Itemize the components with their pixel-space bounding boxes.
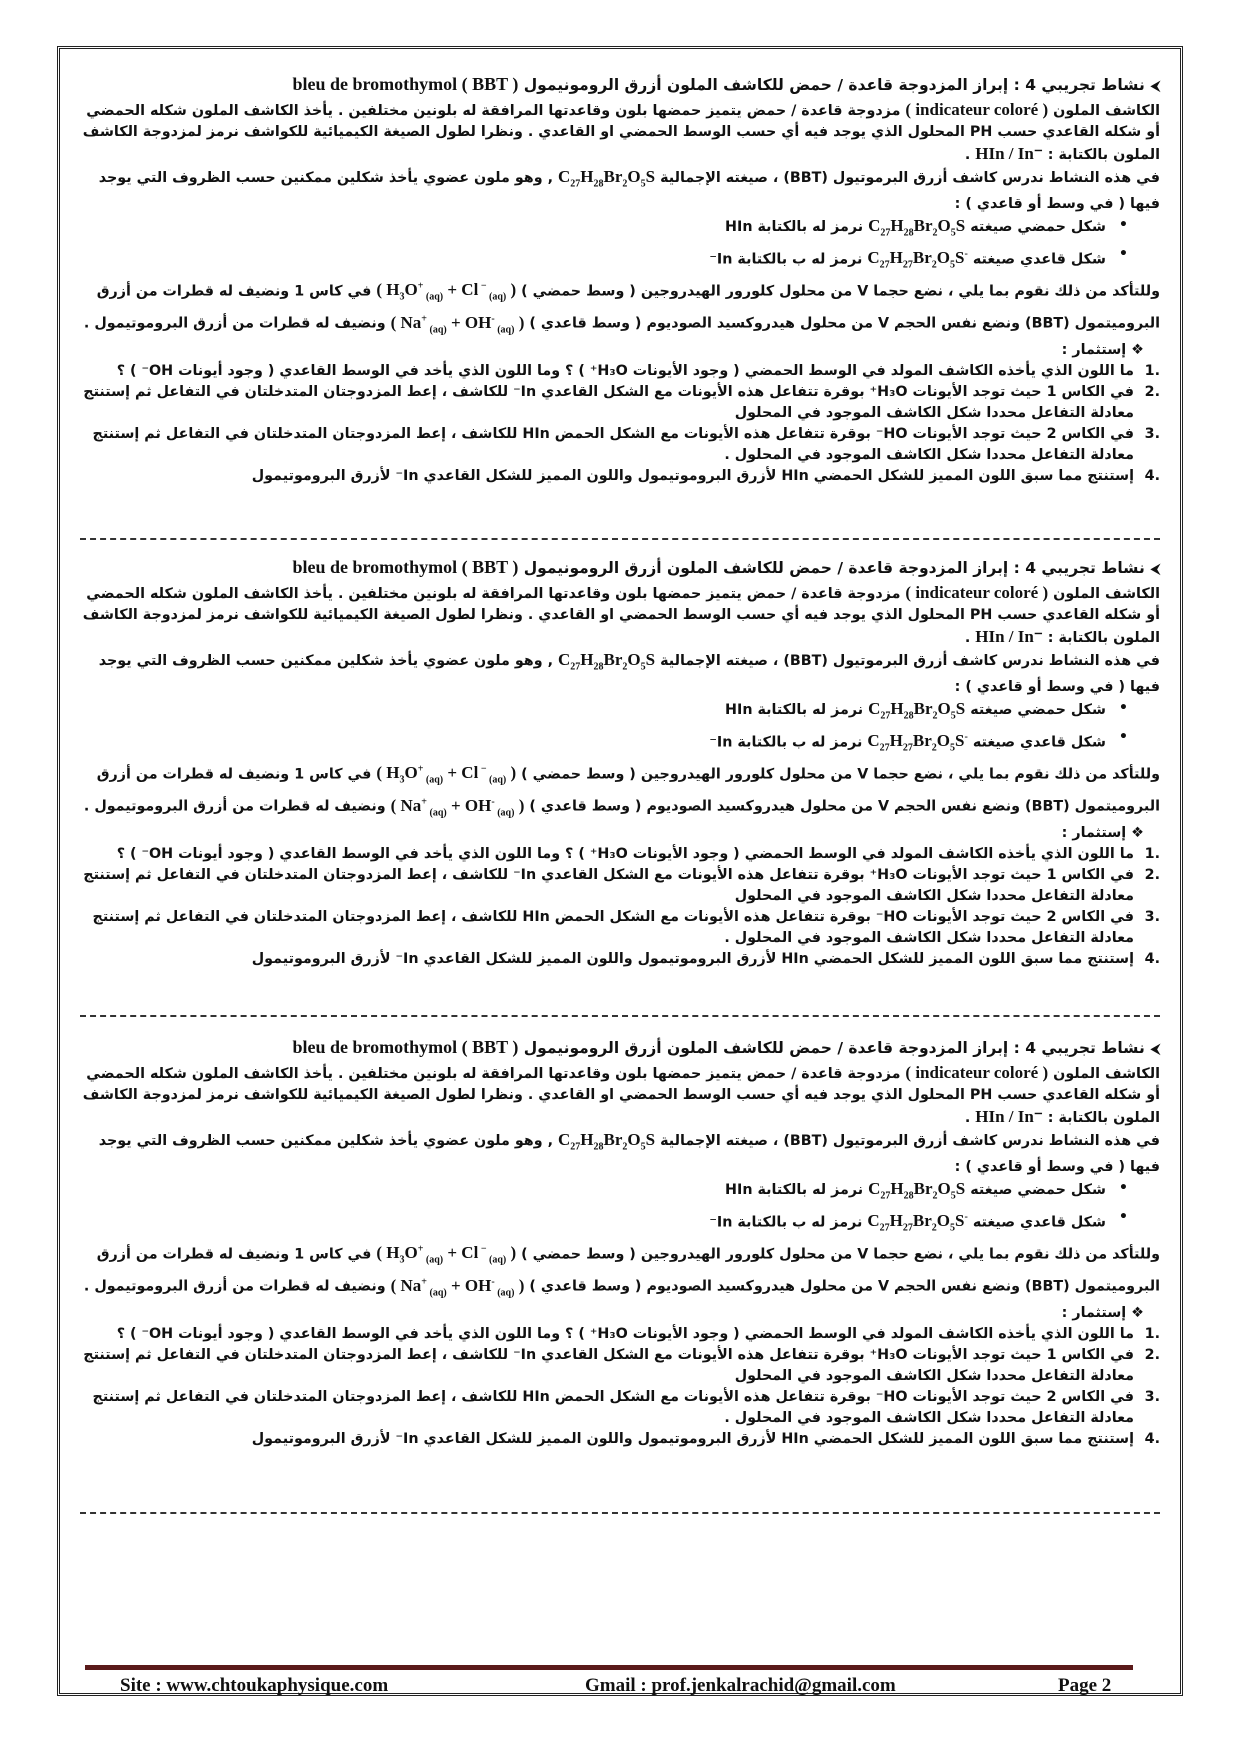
experiment-paragraph: وللتأكد من ذلك نقوم بما يلي ، نضع حجما V من محلول كلورور الهيدروجين ( وسط حمضي ) ( $H_3O^+$ $_{(aq)}$ + Cl − $_{(aq)}$ ) في كاس 1 ونضيف له قطرات من أزرق البروميتمول (BBT) ونضع نفس الحجم V من محلول هيدروكسيد الصوديوم ( وسط قاعدي ) ( Na+ $_{(aq)}$ + OH- $_{(aq)}$ ) ونضيف له قطرات من أزرق البروموتيمول . [83, 280, 1160, 335]
dashed-separator [80, 538, 1160, 540]
dashed-separator [80, 1015, 1160, 1017]
intro-paragraph: الكاشف الملون ( indicateur coloré ) مزدوجة قاعدة / حمض يتميز حمضها بلون وقاعدتها المرافقة له بلونين مختلفين . يأخذ الكاشف الملون شكله الحمضي أو شكله القاعدي حسب PH المحلول الذي يوجد فيه أي حسب الوسط الحمضي او القاعدي . ونظرا لطول الصيغة الكيميائية للكواشف نرمز لمزدوجة الكاشف الملون بالكتابة : HIn / In⁻ . [82, 583, 1160, 646]
global-formula: $C_{27}H_{28}Br_2O_5S$ [557, 167, 656, 190]
activity-title-fr: bleu de bromothymol ( BBT ) [292, 557, 519, 577]
four-diamond-icon: ❖ [1131, 1304, 1144, 1321]
list-item: .1 ما اللون الذي يأخذه الكاشف المولد في الوسط الحمضي ( وجود الأيونات H₃O⁺ ) ؟ وما اللون الذي يأخد في الوسط القاعدي ( وجود أيونات OH⁻ ) ؟ [116, 362, 1160, 379]
experiment-paragraph: وللتأكد من ذلك نقوم بما يلي ، نضع حجما V من محلول كلورور الهيدروجين ( وسط حمضي ) ( $H_3O^+$ $_{(aq)}$ + Cl − $_{(aq)}$ ) في كاس 1 ونضيف له قطرات من أزرق البروميتمول (BBT) ونضع نفس الحجم V من محلول هيدروكسيد الصوديوم ( وسط قاعدي ) ( Na+ $_{(aq)}$ + OH- $_{(aq)}$ ) ونضيف له قطرات من أزرق البروموتيمول . [83, 763, 1160, 818]
conclude-heading: ❖ إستثمار : [1061, 1304, 1144, 1321]
formula-paragraph: في هذه النشاط ندرس كاشف أزرق البرموتيول (BBT) ، صيغته الإجمالية $C_{27}H_{28}Br_2O_5S$ , وهو ملون عضوي يأخذ شكلين ممكنين حسب الظروف التي يوجد فيها ( في وسط أو قاعدي ) : [98, 167, 1160, 213]
list-item: .4 إستنتج مما سبق اللون المميز للشكل الحمضي HIn لأزرق البروموتيمول واللون المميز للشكل القاعدي In⁻ لأزرق البروموتيمول [251, 467, 1160, 484]
list-item: .3 في الكاس 2 حيث توجد الأيونات HO⁻ بوقرة تتفاعل هذه الأيونات مع الشكل الحمض HIn للكاشف ، إعط المزدوجتان المتدخلتان في التفاعل ثم إستنتج معادلة التفاعل محددا شكل الكاشف الموجود في المحلول . [92, 908, 1160, 946]
conclude-heading: ❖ إستثمار : [1061, 341, 1144, 358]
formula-paragraph: في هذه النشاط ندرس كاشف أزرق البرموتيول (BBT) ، صيغته الإجمالية $C_{27}H_{28}Br_2O_5S$ , وهو ملون عضوي يأخذ شكلين ممكنين حسب الظروف التي يوجد فيها ( في وسط أو قاعدي ) : [98, 1130, 1160, 1176]
list-item: • شكل قاعدي صيغته $C_{27}H_{27}Br_2O_5S^-$ نرمز له ب بالكتابة In⁻ [80, 244, 1106, 276]
list-item: • شكل قاعدي صيغته $C_{27}H_{27}Br_2O_5S^-$ نرمز له ب بالكتابة In⁻ [80, 1207, 1106, 1239]
activity-title: ⮜نشاط تجريبي 4 : إبراز المزدوجة قاعدة / حمض للكاشف الملون أزرق الرومونيمول bleu de bromothymol ( BBT ) [292, 74, 1160, 94]
questions-list [80, 844, 1160, 970]
activity-title-fr: bleu de bromothymol ( BBT ) [292, 74, 519, 94]
footer-page-number: Page 2 [1058, 1675, 1112, 1696]
forms-list [80, 698, 1160, 758]
list-item: .3 في الكاس 2 حيث توجد الأيونات HO⁻ بوقرة تتفاعل هذه الأيونات مع الشكل الحمض HIn للكاشف ، إعط المزدوجتان المتدخلتان في التفاعل ثم إستنتج معادلة التفاعل محددا شكل الكاشف الموجود في المحلول . [92, 425, 1160, 463]
activity-title: ⮜نشاط تجريبي 4 : إبراز المزدوجة قاعدة / حمض للكاشف الملون أزرق الرومونيمول bleu de bromothymol ( BBT ) [292, 1037, 1160, 1057]
questions-list [80, 361, 1160, 487]
activity-block [80, 555, 1160, 970]
conclude-heading: ❖ إستثمار : [1061, 824, 1144, 841]
intro-paragraph: الكاشف الملون ( indicateur coloré ) مزدوجة قاعدة / حمض يتميز حمضها بلون وقاعدتها المرافقة له بلونين مختلفين . يأخذ الكاشف الملون شكله الحمضي أو شكله القاعدي حسب PH المحلول الذي يوجد فيه أي حسب الوسط الحمضي او القاعدي . ونظرا لطول الصيغة الكيميائية للكواشف نرمز لمزدوجة الكاشف الملون بالكتابة : HIn / In⁻ . [82, 1063, 1160, 1126]
activity-block [80, 72, 1160, 487]
global-formula: $C_{27}H_{28}Br_2O_5S$ [557, 1130, 656, 1153]
list-item: .4 إستنتج مما سبق اللون المميز للشكل الحمضي HIn لأزرق البروموتيمول واللون المميز للشكل القاعدي In⁻ لأزرق البروموتيمول [251, 1430, 1160, 1447]
footer-site[interactable]: Site : www.chtoukaphysique.com [120, 1675, 389, 1696]
activity-title-fr: bleu de bromothymol ( BBT ) [292, 1037, 519, 1057]
activity-block [80, 1035, 1160, 1450]
arrow-right-icon: ⮜ [1150, 1042, 1160, 1057]
list-item: • شكل حمضي صيغته $C_{27}H_{28}Br_2O_5S$ نرمز له بالكتابة HIn [80, 1178, 1106, 1206]
list-item: • شكل حمضي صيغته $C_{27}H_{28}Br_2O_5S$ نرمز له بالكتابة HIn [80, 698, 1106, 726]
experiment-paragraph: وللتأكد من ذلك نقوم بما يلي ، نضع حجما V من محلول كلورور الهيدروجين ( وسط حمضي ) ( $H_3O^+$ $_{(aq)}$ + Cl − $_{(aq)}$ ) في كاس 1 ونضيف له قطرات من أزرق البروميتمول (BBT) ونضع نفس الحجم V من محلول هيدروكسيد الصوديوم ( وسط قاعدي ) ( Na+ $_{(aq)}$ + OH- $_{(aq)}$ ) ونضيف له قطرات من أزرق البروموتيمول . [83, 1243, 1160, 1298]
forms-list [80, 215, 1160, 275]
list-item: .4 إستنتج مما سبق اللون المميز للشكل الحمضي HIn لأزرق البروموتيمول واللون المميز للشكل القاعدي In⁻ لأزرق البروموتيمول [251, 950, 1160, 967]
four-diamond-icon: ❖ [1131, 824, 1144, 841]
list-item: • شكل قاعدي صيغته $C_{27}H_{27}Br_2O_5S^-$ نرمز له ب بالكتابة In⁻ [80, 727, 1106, 759]
four-diamond-icon: ❖ [1131, 341, 1144, 358]
list-item: • شكل حمضي صيغته $C_{27}H_{28}Br_2O_5S$ نرمز له بالكتابة HIn [80, 215, 1106, 243]
dashed-separator [80, 1512, 1160, 1514]
forms-list [80, 1178, 1160, 1238]
footer-gmail[interactable]: Gmail : prof.jenkalrachid@gmail.com [585, 1675, 896, 1696]
intro-paragraph: الكاشف الملون ( indicateur coloré ) مزدوجة قاعدة / حمض يتميز حمضها بلون وقاعدتها المرافقة له بلونين مختلفين . يأخذ الكاشف الملون شكله الحمضي أو شكله القاعدي حسب PH المحلول الذي يوجد فيه أي حسب الوسط الحمضي او القاعدي . ونظرا لطول الصيغة الكيميائية للكواشف نرمز لمزدوجة الكاشف الملون بالكتابة : HIn / In⁻ . [82, 100, 1160, 163]
list-item: .2 في الكاس 1 حيث توجد الأيونات H₃O⁺ بوقرة تتفاعل هذه الأيونات مع الشكل القاعدي In⁻ للكاشف ، إعط المزدوجتان المتدخلتان في التفاعل ثم إستنتج معادلة التفاعل محددا شكل الكاشف الموجود في المحلول [83, 866, 1160, 904]
questions-list [80, 1324, 1160, 1450]
formula-paragraph: في هذه النشاط ندرس كاشف أزرق البرموتيول (BBT) ، صيغته الإجمالية $C_{27}H_{28}Br_2O_5S$ , وهو ملون عضوي يأخذ شكلين ممكنين حسب الظروف التي يوجد فيها ( في وسط أو قاعدي ) : [98, 650, 1160, 696]
arrow-right-icon: ⮜ [1150, 79, 1160, 94]
list-item: .2 في الكاس 1 حيث توجد الأيونات H₃O⁺ بوقرة تتفاعل هذه الأيونات مع الشكل القاعدي In⁻ للكاشف ، إعط المزدوجتان المتدخلتان في التفاعل ثم إستنتج معادلة التفاعل محددا شكل الكاشف الموجود في المحلول [83, 1346, 1160, 1384]
global-formula: $C_{27}H_{28}Br_2O_5S$ [557, 650, 656, 673]
list-item: .1 ما اللون الذي يأخذه الكاشف المولد في الوسط الحمضي ( وجود الأيونات H₃O⁺ ) ؟ وما اللون الذي يأخد في الوسط القاعدي ( وجود أيونات OH⁻ ) ؟ [116, 1325, 1160, 1342]
list-item: .1 ما اللون الذي يأخذه الكاشف المولد في الوسط الحمضي ( وجود الأيونات H₃O⁺ ) ؟ وما اللون الذي يأخد في الوسط القاعدي ( وجود أيونات OH⁻ ) ؟ [116, 845, 1160, 862]
arrow-right-icon: ⮜ [1150, 562, 1160, 577]
activity-title: ⮜نشاط تجريبي 4 : إبراز المزدوجة قاعدة / حمض للكاشف الملون أزرق الرومونيمول bleu de bromothymol ( BBT ) [292, 557, 1160, 577]
list-item: .3 في الكاس 2 حيث توجد الأيونات HO⁻ بوقرة تتفاعل هذه الأيونات مع الشكل الحمض HIn للكاشف ، إعط المزدوجتان المتدخلتان في التفاعل ثم إستنتج معادلة التفاعل محددا شكل الكاشف الموجود في المحلول . [92, 1388, 1160, 1426]
footer-rule [85, 1665, 1133, 1670]
list-item: .2 في الكاس 1 حيث توجد الأيونات H₃O⁺ بوقرة تتفاعل هذه الأيونات مع الشكل القاعدي In⁻ للكاشف ، إعط المزدوجتان المتدخلتان في التفاعل ثم إستنتج معادلة التفاعل محددا شكل الكاشف الموجود في المحلول [83, 383, 1160, 421]
